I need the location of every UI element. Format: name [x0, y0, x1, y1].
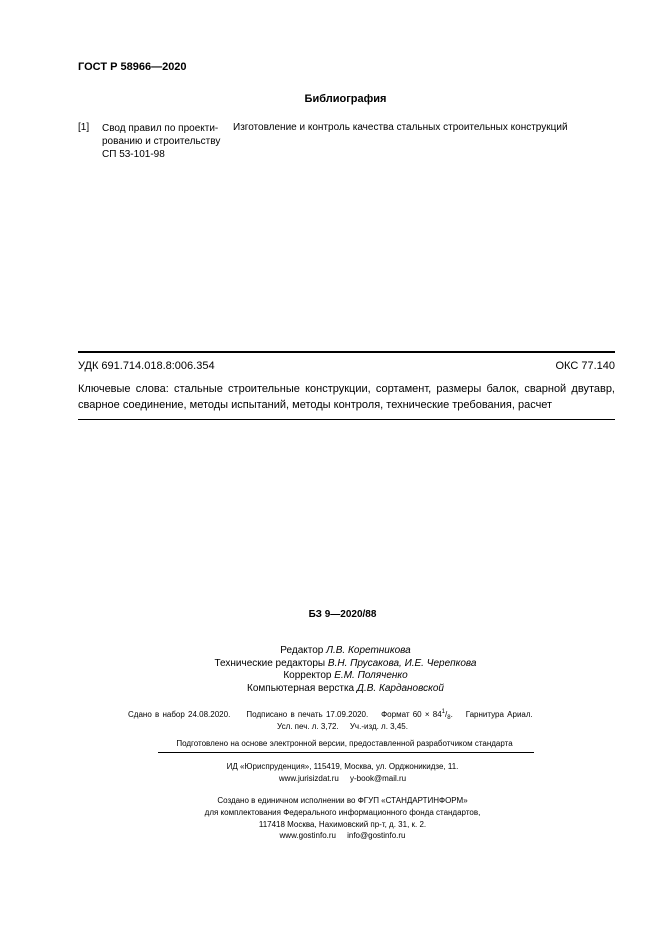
- separator-thin: [78, 419, 615, 420]
- bibliography-entry-title: Изготовление и контроль качества стальных строительных конструкций: [233, 122, 568, 133]
- staff-corrector: [0, 670, 661, 681]
- staff-editor: [0, 645, 661, 656]
- producer-line: для комплектования Федерального информационного фонда стандартов,: [204, 808, 481, 817]
- staff-names: В.Н. Прусакова, И.Е. Черепкова: [327, 658, 477, 669]
- standard-number: ГОСТ Р 58966—2020: [78, 61, 187, 73]
- bibliography-entry-doc-line: Свод правил по проекти-: [102, 123, 219, 134]
- keywords: [78, 381, 615, 413]
- print-typeface: Гарнитура Ариал.: [465, 710, 533, 719]
- staff-layout: [0, 683, 661, 694]
- oks-code: ОКС 77.140: [555, 360, 615, 372]
- publisher-contacts: www.jurisizdat.ru y-book@mail.ru: [278, 774, 407, 783]
- print-format: Формат $60 \times 84^1/_8$.: [381, 709, 453, 721]
- separator-thick: [78, 351, 615, 353]
- print-sheets-line: [0, 722, 661, 731]
- bibliography-title: Библиография: [304, 93, 387, 105]
- separator-short: [158, 752, 534, 753]
- bibliography-entry-doc-line: СП 53-101-98: [102, 149, 165, 160]
- print-info-line: [128, 709, 533, 721]
- staff-names: Д.В. Кардановской: [356, 683, 444, 694]
- staff-role: Редактор: [280, 645, 324, 656]
- publ-sheets: Уч.-изд. л. 3,45.: [349, 722, 408, 731]
- staff-role: Технические редакторы: [214, 658, 326, 669]
- bz-number: БЗ 9—2020/88: [308, 609, 377, 620]
- producer-contacts: www.gostinfo.ru info@gostinfo.ru: [279, 831, 406, 840]
- publisher-line: ИД «Юриспруденция», 115419, Москва, ул. Орджоникидзе, 11.: [226, 762, 459, 771]
- print-signed: Подписано в печать 17.09.2020.: [246, 710, 369, 719]
- keywords-line: Ключевые слова: стальные строительные конструкции, сортамент, размеры балок, сварной двутавр,: [78, 383, 615, 395]
- print-submitted: Сдано в набор 24.08.2020.: [128, 710, 231, 719]
- print-sheets: Усл. печ. л. 3,72.: [277, 722, 339, 731]
- bibliography-entry-document: [102, 122, 226, 161]
- staff-role: Корректор: [283, 670, 332, 681]
- staff-role: Компьютерная верстка: [247, 683, 355, 694]
- staff-names: Л.В. Коретникова: [326, 645, 411, 656]
- prepared-note: Подготовлено на основе электронной версии, предоставленной разработчиком стандарта: [176, 739, 513, 748]
- udk-code: УДК 691.714.018.8:006.354: [78, 360, 215, 372]
- keywords-line: сварное соединение, методы испытаний, методы контроля, технические требования, расчет: [78, 399, 553, 411]
- producer-line: 117418 Москва, Нахимовский пр-т, д. 31, к. 2.: [258, 820, 427, 829]
- staff-names: Е.М. Поляченко: [334, 670, 408, 681]
- bibliography-entry-number: [1]: [78, 122, 90, 133]
- staff-tech-editors: [0, 658, 661, 669]
- producer-line: Создано в единичном исполнении во ФГУП «СТАНДАРТИНФОРМ»: [217, 796, 468, 805]
- bibliography-entry-doc-line: рованию и строительству: [102, 136, 221, 147]
